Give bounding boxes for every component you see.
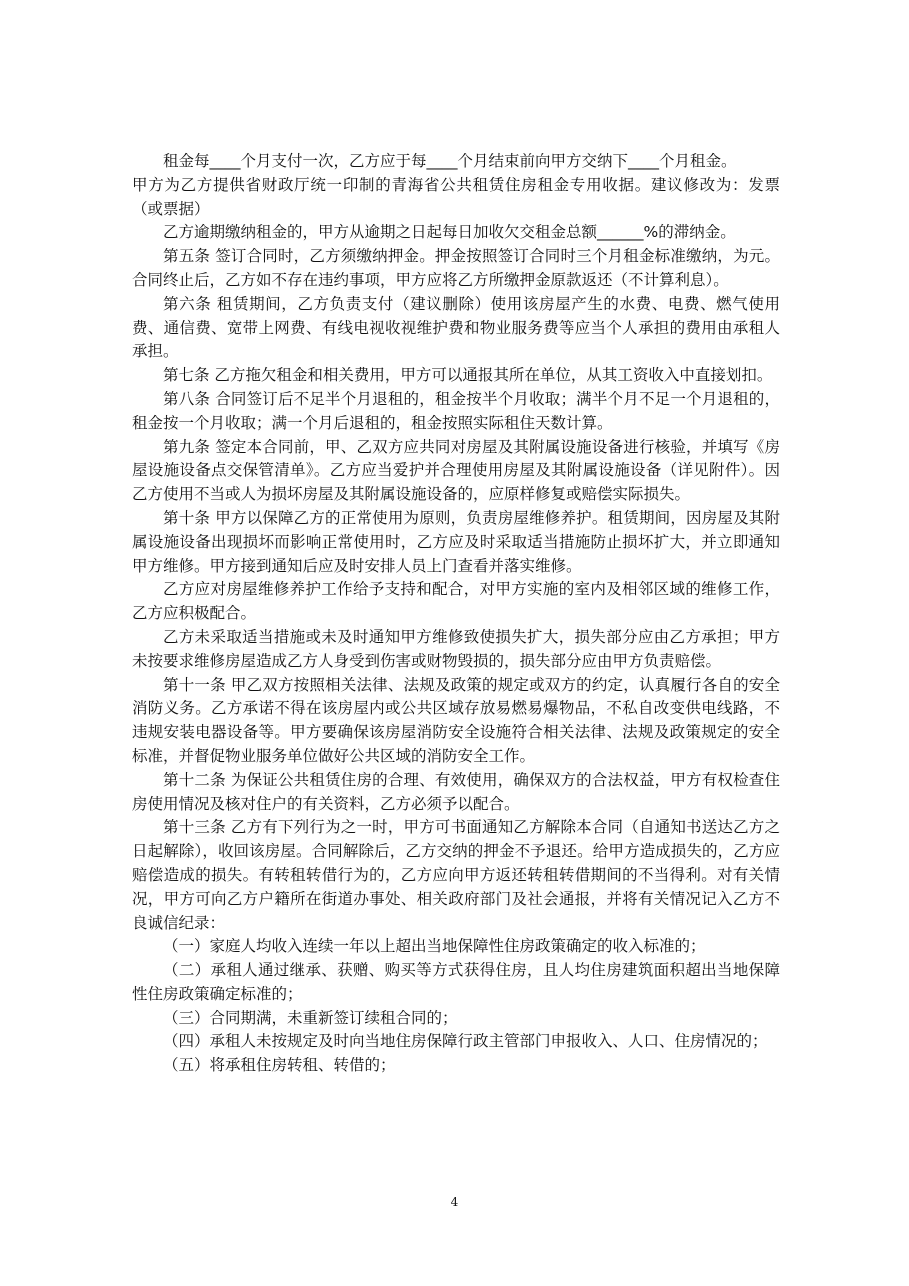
page-number: 4: [450, 1195, 459, 1209]
paragraph: （三）合同期满，未重新签订续租合同的；: [163, 1008, 458, 1027]
paragraph: 第六条 租赁期间，乙方负责支付（建议删除）使用该房屋产生的水费、电费、燃气使用费、通信费、宽带上网费、有线电视收视维护费和物业服务费等应当个人承担的费用由承租人承担。: [132, 294, 780, 361]
paragraph: （五）将承租住房转租、转借的；: [163, 1056, 396, 1075]
paragraph: 乙方未采取适当措施或未及时通知甲方维修致使损失扩大，损失部分应由乙方承担；甲方未按要求维修房屋造成乙方人身受到伤害或财物毁损的，损失部分应由甲方负责赔偿。: [132, 627, 780, 670]
paragraph: 第七条 乙方拖欠租金和相关费用，甲方可以通报其所在单位，从其工资收入中直接划扣。: [163, 366, 773, 385]
paragraph: 第五条 签订合同时，乙方须缴纳押金。押金按照签订合同时三个月租金标准缴纳，为元。合同终止后，乙方如不存在违约事项，甲方应将乙方所缴押金原款返还（不计算利息）。: [132, 247, 780, 289]
paragraph: （一）家庭人均收入连续一年以上超出当地保障性住房政策确定的收入标准的；: [163, 937, 706, 956]
paragraph: 第十条 甲方以保障乙方的正常使用为原则，负责房屋维修养护。租赁期间，因房屋及其附属设施设备出现损坏而影响正常使用时，乙方应及时采取适当措施防止损坏扩大，并立即通知甲方维修。甲方接到通知后应及时安排人员上门查看并落实维修。: [132, 508, 780, 575]
paragraph: 第九条 签定本合同前，甲、乙双方应共同对房屋及其附属设施设备进行核验，并填写《房屋设施设备点交保管清单》。乙方应当爱护并合理使用房屋及其附属设施设备（详见附件）。因乙方使用不当或人为损坏房屋及其附属设施设备的，应原样修复或赔偿实际损失。: [132, 437, 780, 504]
paragraph: （二）承租人通过继承、获赠、购买等方式获得住房，且人均住房建筑面积超出当地保障性住房政策确定标准的；: [132, 961, 780, 1003]
paragraph: 第十一条 甲乙双方按照相关法律、法规及政策的规定或双方的约定，认真履行各自的安全消防义务。乙方承诺不得在该房屋内或公共区域存放易燃易爆物品，不私自改变供电线路，不违规安装电器设备等。甲方要确保该房屋消防安全设施符合相关法律、法规及政策规定的安全标准，并督促物业服务单位做好公共区域的消防安全工作。: [132, 675, 780, 765]
paragraph: 乙方应对房屋维修养护工作给予支持和配合，对甲方实施的室内及相邻区域的维修工作，乙方应积极配合。: [132, 580, 780, 623]
paragraph: 乙方逾期缴纳租金的，甲方从逾期之日起每日加收欠交租金总额______%的滞纳金。: [163, 223, 736, 242]
paragraph: （四）承租人未按规定及时向当地住房保障行政主管部门申报收入、人口、住房情况的；: [163, 1032, 768, 1051]
paragraph: 第十二条 为保证公共租赁住房的合理、有效使用，确保双方的合法权益，甲方有权检查住房使用情况及核对住户的有关资料，乙方必须予以配合。: [132, 770, 780, 813]
paragraph: 租金每____个月支付一次，乙方应于每____个月结束前向甲方交纳下____个月租金。: [163, 152, 737, 170]
paragraph: 第八条 合同签订后不足半个月退租的，租金按半个月收取；满半个月不足一个月退租的，租金按一个月收取；满一个月后退租的，租金按照实际租住天数计算。: [132, 389, 780, 432]
document-body: [132, 150, 780, 1078]
paragraph: 甲方为乙方提供省财政厅统一印制的青海省公共租赁住房租金专用收据。建议修改为：发票（或票据）: [132, 175, 780, 218]
paragraph: 第十三条 乙方有下列行为之一时，甲方可书面通知乙方解除本合同（自通知书送达乙方之日起解除），收回该房屋。合同解除后，乙方交纳的押金不予退还。给甲方造成损失的，乙方应赔偿造成的损失。有转租转借行为的，乙方应向甲方返还转租转借期间的不当得利。对有关情况，甲方可向乙方户籍所在街道办事处、相关政府部门及社会通报，并将有关情况记入乙方不良诚信纪录：: [132, 818, 780, 932]
